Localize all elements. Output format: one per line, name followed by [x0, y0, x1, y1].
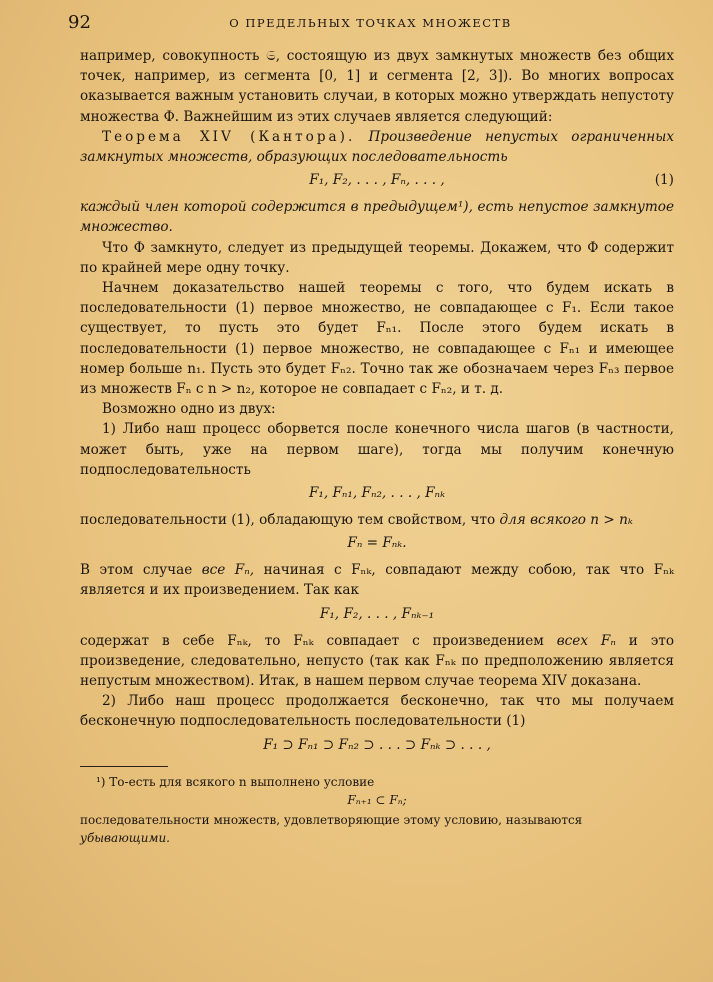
footnote-formula-text: Fₙ₊₁ ⊂ Fₙ;	[347, 792, 407, 807]
page-header	[68, 12, 673, 36]
formula-finite-subsequence	[80, 482, 674, 504]
footnote-rule	[80, 766, 168, 767]
footnote-line-1: ¹) То-есть для всякого n выполнено условие	[96, 774, 375, 789]
formula-infinite-chain	[80, 734, 674, 756]
paragraph-intro: например, совокупность 𝔖, состоящую из двух замкнутых множеств без общих точек, например, из сегмента [0, 1] и сегмента [2, 3]). Во многих вопросах оказывается важным установить случаи, в которых можно утверждать непустоту множества Φ. Важнейшим из этих случаев является следующий:	[80, 48, 674, 125]
case-1-text-c: начиная с Fₙₖ, совпадают между собою, так что Fₙₖ является и их произведением. Так как	[80, 562, 674, 599]
formula-2: F₁, Fₙ₁, Fₙ₂, . . . , Fₙₖ	[308, 485, 446, 502]
theorem-statement	[80, 127, 674, 167]
paragraph-case-1: 1) Либо наш процесс оборвется после конечного числа шагов (в частности, может быть, уже на первом шаге), тогда мы получим конечную подпоследовательность	[80, 421, 674, 478]
formula-1: F₁, F₂, . . . , Fₙ, . . . ,	[309, 172, 445, 189]
footnote-line-3: убывающими.	[80, 830, 170, 845]
footnote-formula	[80, 791, 674, 809]
formula-3: Fₙ = Fₙₖ.	[347, 535, 407, 552]
paragraph-proof-start: Начнем доказательство нашей теоремы с того, что будем искать в последовательности (1) первое множество, не совпадающее с F₁. Если такое существует, то пусть это будет Fₙ₁. После этого будем искать в последовательности (1) первое множество, не совпадающее с Fₙ₁ и имеющее номер больше n₁. Пусть это будет Fₙ₂. Точно так же обозначаем через Fₙ₃ первое из множеств Fₙ с n > n₂, которое не совпадает с Fₙ₂, и т. д.	[80, 280, 674, 398]
theorem-text-continued: каждый член которой содержится в предыдущем¹), есть непустое замкнутое множество.	[80, 199, 674, 236]
case-1-end-c: и это произведение, следовательно, непусто (так как Fₙₖ по предположению является непустым множеством). Итак, в нашем первом случае теорема XIV доказана.	[80, 632, 675, 690]
paragraph-case-1-conclusion	[80, 560, 674, 600]
case-1-text-a: В этом случае	[80, 562, 193, 579]
property-text: последовательности (1), обладающую тем свойством, что	[80, 512, 496, 529]
paragraph-closedness: Что Φ замкнуто, следует из предыдущей теоремы. Докажем, что Φ содержит по крайней мере одну точку.	[80, 239, 674, 276]
running-title: О ПРЕДЕЛЬНЫХ ТОЧКАХ МНОЖЕСТВ	[229, 16, 512, 30]
case-1-text-b: все Fₙ,	[201, 562, 255, 579]
footnote-line-2: последовательности множеств, удовлетворяющие этому условию, называются	[80, 812, 583, 827]
page-number: 92	[68, 12, 91, 33]
theorem-label: Теорема XIV (Кантора).	[102, 128, 356, 145]
paragraph-property	[80, 510, 674, 530]
theorem-text: Произведение непустых ограниченных замкнутых множеств, образующих последовательность	[80, 128, 674, 166]
equation-number: (1)	[654, 172, 674, 189]
paragraph-case-1-end	[80, 631, 674, 692]
formula-sequence	[80, 169, 674, 191]
property-condition: для всякого n > nₖ	[499, 512, 633, 529]
formula-predecessors	[80, 603, 674, 625]
paragraph-case-2: 2) Либо наш процесс продолжается бесконечно, так что мы получаем бесконечную подпоследовательность последовательности (1)	[80, 693, 674, 730]
case-1-end-b: всех Fₙ	[556, 632, 616, 649]
case-1-end-a: содержат в себе Fₙₖ, то Fₙₖ совпадает с произведением	[80, 632, 544, 649]
formula-5: F₁ ⊃ Fₙ₁ ⊃ Fₙ₂ ⊃ . . . ⊃ Fₙₖ ⊃ . . . ,	[263, 736, 491, 753]
main-text	[80, 46, 674, 847]
formula-equality	[80, 532, 674, 554]
paragraph-two-cases: Возможно одно из двух:	[102, 401, 276, 418]
formula-4: F₁, F₂, . . . , Fₙₖ₋₁	[319, 605, 435, 622]
footnote	[80, 773, 674, 847]
